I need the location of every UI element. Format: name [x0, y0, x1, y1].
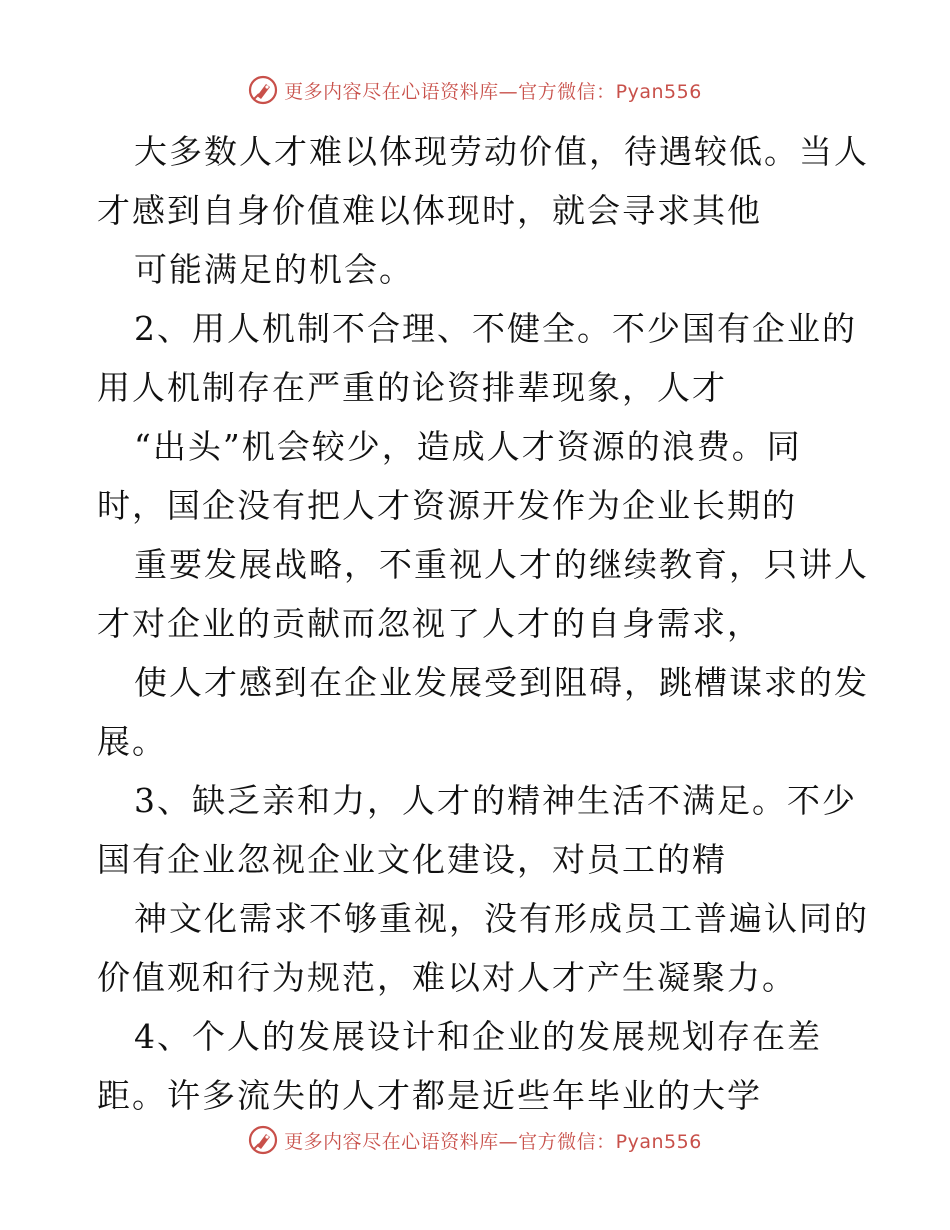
- text-line: 展。: [97, 722, 167, 761]
- pen-nib-logo-icon: [248, 75, 278, 105]
- text-line: 重要发展战略，不重视人才的继续教育，只讲人: [134, 545, 869, 584]
- text-line: 时，国企没有把人才资源开发作为企业长期的: [97, 486, 797, 525]
- text-line: 2、用人机制不合理、不健全。不少国有企业的: [134, 309, 857, 348]
- document-body: [97, 122, 869, 1125]
- text-line: 使人才感到在企业发展受到阻碍，跳槽谋求的发: [134, 663, 869, 702]
- footer-banner-text: 更多内容尽在心语资料库—官方微信：Pyan556: [284, 1130, 702, 1153]
- text-line: 可能满足的机会。: [134, 250, 414, 289]
- header-banner-text: 更多内容尽在心语资料库—官方微信：Pyan556: [284, 80, 702, 103]
- text-line: 国有企业忽视企业文化建设，对员工的精: [97, 840, 727, 879]
- text-line: 价值观和行为规范，难以对人才产生凝聚力。: [97, 958, 797, 997]
- text-line: 才对企业的贡献而忽视了人才的自身需求，: [97, 604, 762, 643]
- text-line: 用人机制存在严重的论资排辈现象，人才: [97, 368, 727, 407]
- pen-nib-logo-icon: [248, 1125, 278, 1155]
- text-line: “出头”机会较少，造成人才资源的浪费。同: [134, 427, 802, 466]
- text-line: 距。许多流失的人才都是近些年毕业的大学: [97, 1076, 762, 1115]
- footer-banner: [0, 1120, 950, 1160]
- text-line: 大多数人才难以体现劳动价值，待遇较低。当人: [134, 132, 869, 171]
- text-line: 4、个人的发展设计和企业的发展规划存在差: [134, 1017, 822, 1056]
- text-line: 3、缺乏亲和力，人才的精神生活不满足。不少: [134, 781, 857, 820]
- text-line: 神文化需求不够重视，没有形成员工普遍认同的: [134, 899, 869, 938]
- text-line: 才感到自身价值难以体现时，就会寻求其他: [97, 191, 762, 230]
- header-banner: [0, 70, 950, 110]
